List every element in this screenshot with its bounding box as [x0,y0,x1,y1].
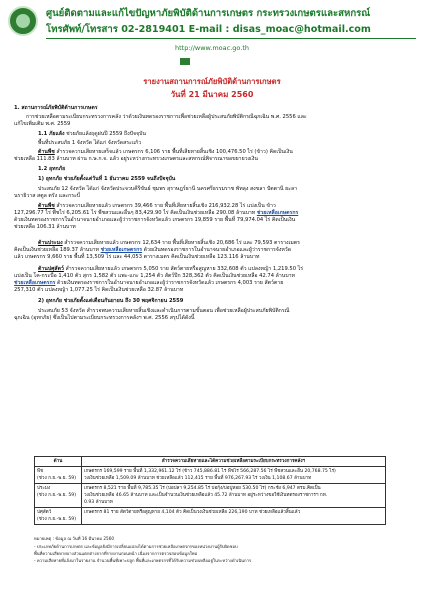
footnote-line: พื้นที่ความเสียหายบางส่วนแตกต่างจากที่รายงานก่อนหน้า เนื่องจากการตรวจสอบข้อมูลใหม่ [34,551,198,556]
table-cell-detail [82,467,386,484]
section-1-text: การช่วยเหลือตามระเบียบกระทรวงการคลัง ว่าด้วยเงินทดรองราชการเพื่อช่วยเหลือผู้ประสบภัยพิบัติกรณีฉุกเฉิน พ.ศ. 2556 และ [26,114,307,120]
section-1-text-2: แก้ไขเพิ่มเติม พ.ศ. 2559 [14,121,71,127]
flood-livestock-detail-3: ด้วยเงินทดรองราชการในอำนาจนายอำเภอและผู้ว่าราชการจังหวัดแล้ว เกษตรกร 4,003 ราย สัตว์ตาย [55,280,284,286]
flood-crop-text-3: ด้วยเงินทดรองราชการในอำนาจนายอำเภอและผู้ว่าราชการจังหวัดแล้ว เกษตรกร 19,859 ราย พื้นที่ 79,974.04 ไร่ คิดเป็นเงิน [14,217,296,223]
flood-2-heading: 2) อุทกภัย ช่วยภัยตั้งแต่เดือนกันยายน ถึง 30 พฤศจิกายน 2559 [38,298,184,304]
flood-crop-detail-2: 127,296.77 ไร่ พืชไร่ 6,205.61 ไร่ พืชสวนและอื่นๆ 83,429.90 ไร่ คิดเป็นเงินช่วยเหลือ 290.08 ล้านบาท [14,210,257,216]
header-divider [46,38,416,39]
row-detail-line: เกษตรกร 169,599 ราย พื้นที่ 1,332,961.12 ไร่ (ข้าว 745,886.81 ไร่ พืชไร่ 566,287.56 ไร่ พืชสวนและอื่น 20,768.75 ไร่) [84,469,336,474]
flood-crop-text-2 [14,210,298,217]
row-detail-line: เกษตรกร 8,521 ราย พื้นที่ 9,785.35 ไร่ (บ่อปลา 9,254.85 ไร่ บ่อกุ้ง/บ่อปูหอย 530.50 ไร่) กระชัง 6,947 ตรม.คิดเป็น [84,486,321,491]
flood-1-provinces-2: นราธิวาส สตูล ตรัง และกระบี่ [14,193,81,199]
row-type-period: (ช่วง ก.ย.-พ.ย. 59) [37,476,76,481]
flood-fishery-text-3: แล้ว เกษตรกร 9,660 ราย พื้นที่ 13,509 ไร่ และ 44,053 ตารางเมตร คิดเป็นเงินช่วยเหลือ 123.116 ล้านบาท [14,254,260,260]
table-header-detail: สำรวจความเสียหายและได้ความช่วยเหลือตามระเบียบกระทรวงการคลังฯ [82,457,386,467]
flood-livestock-text-4: 257,310 ตัว แปลงหญ้า 1,077.25 ไร่ คิดเป็นเงินช่วยเหลือ 32.87 ล้านบาท [14,287,184,293]
row-type-name: ประมง [37,486,51,491]
table-row [35,467,386,484]
footnote-line: - ประเภทภัยด้านการเกษตร และข้อมูลยังมีการเปลี่ยนแปลงได้ตามการช่วยเหลือเกษตรกรของหน่วยงานผู้รับผิดชอบ [34,544,238,549]
table-cell-type [35,508,82,525]
section-1-2-heading: 1.2 อุทกภัย [38,166,66,172]
drought-crop-text [38,149,293,156]
footnote-line: - ความเสียหายที่แจ้งมาในรายงาน จำนวนพื้นที่เพาะปลูก พื้นที่และเกษตรกรที่ได้รับความช่วยเหลืออยู่ในระหว่างดำเนินการ [34,558,252,563]
row-type-period: (ช่วง ก.ย.-พ.ย. 59) [37,493,76,498]
section-1-heading: 1. สถานการณ์ภัยพิบัติด้านการเกษตร [14,105,98,111]
row-detail-line: 0.93 ล้านบาท [84,500,113,505]
section-1-1-heading [38,131,146,138]
report-header [0,0,424,66]
flood-fishery-text-2 [14,247,291,254]
flood-crop-help-link[interactable]: ช่วยเหลือเกษตรกร [256,210,299,216]
row-detail-line: วงเงินช่วยเหลือ 46.65 ล้านบาท และเป็นจำนวนเงินช่วยเหลือแล้ว 45.72 ล้านบาท อยู่ระหว่างขอใช้เงินทดรองราชการฯ กท. [84,493,328,498]
flood-summary-table [34,456,386,525]
flood-livestock-text [38,266,303,273]
drought-crop-label: ด้านพืช [38,149,55,155]
flood-livestock-help-link[interactable]: ช่วยเหลือเกษตรกร [14,280,56,286]
flood-2-text-2: ฉุกเฉิน (อุทกภัย) ซึ่งเป็นไปตามระเบียบกระทรวงการคลังฯ พ.ศ. 2556 สรุปได้ดังนี้ [14,315,195,321]
emblem-icon [180,58,190,65]
flood-fishery-detail-2: คิดเป็นเงินช่วยเหลือ 189.37 ล้านบาท [14,247,101,253]
flood-2-text: ประสบภัย 53 จังหวัด สำรวจพบความเสียหายสิ้นเชิงและดำเนินการตามขั้นตอน เพื่อช่วยเหลือผู้ประสบภัยพิบัติกรณี [38,308,290,314]
row-detail-line: วงเงินช่วยเหลือ 1,509.09 ล้านบาท ช่วยเหลือแล้ว 112,415 ราย พื้นที่ 976,267.93 ไร่ วงเงิน 1,108.67 ล้านบาท [84,476,312,481]
flood-crop-detail: สำรวจความเสียหายแล้ว เกษตรกร 39,466 ราย พื้นที่เสียหายสิ้นเชิง 216,932.28 ไร่ แบ่งเป็น ข้าว [54,203,276,209]
drought-crop-detail: สำรวจความเสียหายเสร็จแล้ว เกษตรกร 6,106 ราย พื้นที่เสียหายสิ้นเชิง 100,476.50 ไร่ (ข้าว) คิดเป็นเงิน [54,149,293,155]
table-row [35,508,386,525]
table-row [35,484,386,508]
row-type-name: ปศุสัตว์ [37,510,52,515]
header-contact: โทรศัพท์/โทรสาร 02-2819401 E-mail : disas_moac@hotmail.com [46,24,371,35]
header-website-link[interactable]: http://www.moac.go.th [175,44,249,52]
flood-livestock-detail: สำรวจความเสียหายแล้ว เกษตรกร 5,050 ราย สัตว์ตายหรือสูญหาย 332,608 ตัว แปลงหญ้า 1,219.50 ไร่ [63,266,304,272]
footnote-source: หมายเหตุ : ข้อมูล ณ วันที่ 16 มีนาคม 2560 [34,536,115,541]
flood-1-heading: 1) อุทกภัย ช่วยภัยตั้งแต่วันที่ 1 ธันวาคม 2559 จนถึงปัจจุบัน [38,176,176,182]
flood-fishery-label: ด้านประมง [38,240,63,246]
report-date: วันที่ 21 มีนาคม 2560 [170,90,254,99]
flood-crop-label: ด้านพืช [38,203,55,209]
table-cell-detail [82,484,386,508]
flood-crop-text-4: ช่วยเหลือ 106.31 ล้านบาท [14,224,76,230]
row-type-name: พืช [37,469,44,474]
flood-livestock-text-3 [14,280,283,287]
drought-area-text: พื้นที่ประสบภัย 1 จังหวัด ได้แก่ จังหวัดสระแก้ว [38,140,142,146]
table-header-row [35,457,386,467]
flood-fishery-detail: สำรวจความเสียหายแล้ว เกษตรกร 12,634 ราย พื้นที่เสียหายสิ้นเชิง 20,686 ไร่ และ 79,593 ตารางเมตร [62,240,300,246]
flood-fishery-text [38,240,300,247]
moac-logo-icon [8,6,38,36]
row-type-period: (ช่วง ก.ย.-พ.ย. 59) [37,517,76,522]
flood-fishery-detail-3: ด้วยเงินทดรองราชการในอำนาจนายอำเภอและผู้ว่าราชการจังหวัด [142,247,292,253]
flood-livestock-text-2: แบ่งเป็น โค-กระบือ 1,410 ตัว สุกร 1,582 ตัว แพะ-แกะ 1,254 ตัว สัตว์ปีก 328,362 ตัว คิดเป็นเงินช่วยเหลือ 42.74 ล้านบาท [14,273,295,279]
drought-subtitle: ช่วยภัยแล้งฤดูฝนปี 2559 ถึงปัจจุบัน [64,131,146,137]
flood-1-provinces: ประสบภัย 12 จังหวัด ได้แก่ จังหวัดประจวบคีรีขันธ์ ชุมพร สุราษฎร์ธานี นครศรีธรรมราช พัทลุง สงขลา ปัตตานี ยะลา [38,186,298,192]
row-detail-line: เกษตรกร 81 ราย สัตว์ตายหรือสูญหาย 4,104 ตัว คิดเป็นวงเงินช่วยเหลือ 226,190 บาท ช่วยเหลือแล้วสิ้นแล้ว [84,510,301,515]
table-cell-type [35,484,82,508]
flood-livestock-label: ด้านปศุสัตว์ [38,266,64,272]
report-title: รายงานสถานการณ์ภัยพิบัติด้านการเกษตร [143,77,281,86]
table-cell-type [35,467,82,484]
drought-crop-text-2: ช่วยเหลือ 111.83 ล้านบาท ผ่าน ก.ษ.ก.จ. แล้ว อยู่ระหว่างกระทรวงเกษตรและสหกรณ์พิจารณาขอขยายวงเงิน [14,156,258,162]
drought-label: 1.1 ภัยแล้ง [38,131,65,137]
table-header-type: ด้าน [35,457,82,467]
flood-crop-text [38,203,276,210]
flood-fishery-help-link[interactable]: ช่วยเหลือเกษตรกร [100,247,143,253]
header-title: ศูนย์ติดตามและแก้ไขปัญหาภัยพิบัติด้านการเกษตร กระทรวงเกษตรและสหกรณ์ [46,8,371,19]
table-cell-detail [82,508,386,525]
